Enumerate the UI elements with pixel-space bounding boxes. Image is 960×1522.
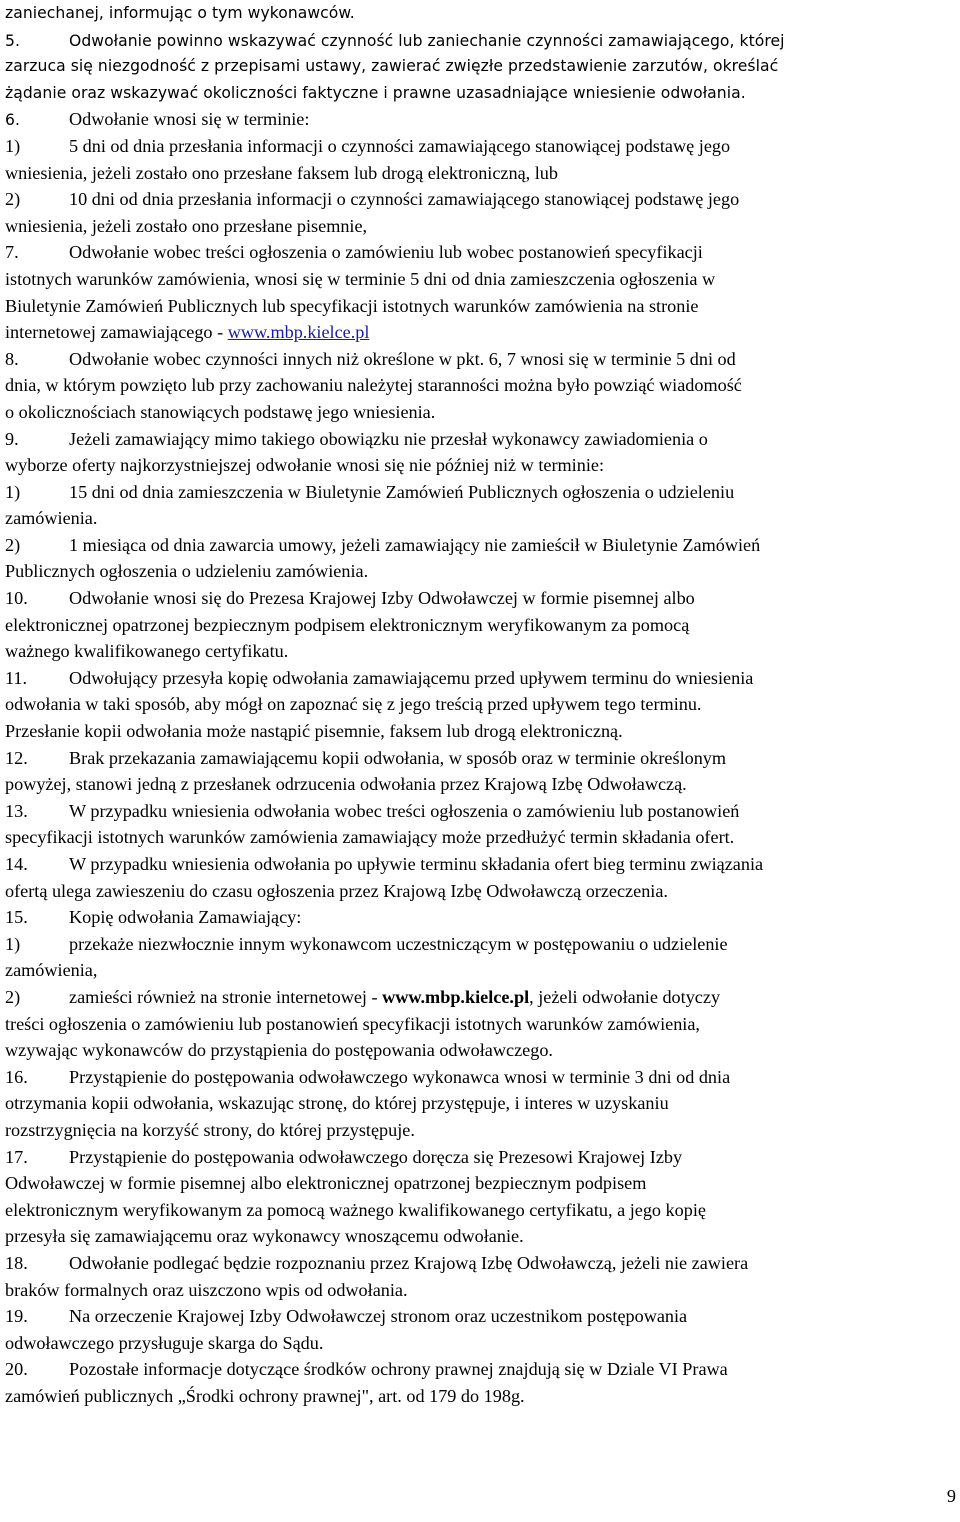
text-line: wzywając wykonawców do przystąpienia do postępowania odwoławczego. bbox=[5, 1040, 553, 1061]
item-number: 18. bbox=[5, 1252, 28, 1273]
item-text: 1 miesiąca od dnia zawarcia umowy, jeżeli zamawiający nie zamieścił w Biuletynie Zamówień bbox=[69, 534, 761, 555]
list-item-19 bbox=[5, 1303, 955, 1330]
text-line: istotnych warunków zamówienia, wnosi się w terminie 5 dni od dnia zamieszczenia ogłoszenia w bbox=[5, 268, 716, 289]
item-text: W przypadku wniesienia odwołania po upływie terminu składania ofert bieg terminu związania bbox=[69, 854, 764, 874]
item-text: Odwołanie wnosi się do Prezesa Krajowej Izby Odwoławczej w formie pisemnej albo bbox=[69, 588, 695, 609]
item-text: Odwołanie podlegać będzie rozpoznaniu przez Krajową Izbę Odwoławczą, jeżeli nie zawiera bbox=[69, 1252, 749, 1273]
item-number: 1) bbox=[5, 135, 21, 156]
text-line: braków formalnych oraz uiszczono wpis od odwołania. bbox=[5, 1279, 408, 1300]
item-number: 19. bbox=[5, 1306, 28, 1327]
item-text: Odwołanie powinno wskazywać czynność lub zaniechanie czynności zamawiającego, której bbox=[69, 31, 785, 50]
list-item-5 bbox=[5, 27, 955, 54]
item-number: 11. bbox=[5, 667, 28, 688]
item-text: Przystąpienie do postępowania odwoławczego wykonawca wnosi w terminie 3 dni od dnia bbox=[69, 1066, 731, 1087]
item-number: 17. bbox=[5, 1146, 28, 1167]
text-line: wniesienia, jeżeli zostało ono przesłane faksem lub drogą elektroniczną, lub bbox=[5, 162, 558, 183]
list-item-11 bbox=[5, 665, 955, 692]
list-item-14 bbox=[5, 851, 955, 878]
item-text: przekaże niezwłocznie innym wykonawcom uczestniczącym w postępowaniu o udzielenie bbox=[69, 933, 728, 954]
list-item-20 bbox=[5, 1356, 955, 1383]
text-line: specyfikacji istotnych warunków zamówienia zamawiający może przedłużyć termin składania ofert. bbox=[5, 827, 735, 848]
text-line: ważnego kwalifikowanego certyfikatu. bbox=[5, 641, 289, 662]
text-line: powyżej, stanowi jedną z przesłanek odrzucenia odwołania przez Krajową Izbę Odwoławczą. bbox=[5, 774, 687, 795]
item-text: Na orzeczenie Krajowej Izby Odwoławczej stronom oraz uczestnikom postępowania bbox=[69, 1306, 688, 1327]
item-text: Odwołanie wnosi się w terminie: bbox=[69, 109, 310, 130]
list-item-10 bbox=[5, 585, 955, 612]
website-address: www.mbp.kielce.pl bbox=[382, 986, 530, 1007]
text-line: Odwoławczej w formie pisemnej albo elektronicznej opatrzonej bezpiecznym podpisem bbox=[5, 1173, 647, 1194]
list-item-7 bbox=[5, 239, 955, 266]
item-number: 15. bbox=[5, 907, 28, 928]
item-text-continued: , jeżeli odwołanie dotyczy bbox=[529, 986, 721, 1007]
item-text: Przystąpienie do postępowania odwoławczego doręcza się Prezesowi Krajowej Izby bbox=[69, 1146, 683, 1167]
list-item-13 bbox=[5, 798, 955, 825]
item-number: 9. bbox=[5, 428, 19, 449]
sub-item-6-2 bbox=[5, 186, 955, 213]
text-line: dnia, w którym powzięto lub przy zachowaniu należytej staranności można było powziąć wiadomość bbox=[5, 375, 742, 396]
item-text: 10 dni od dnia przesłania informacji o czynności zamawiającego stanowiącej podstawę jego bbox=[69, 189, 740, 210]
text-line: treści ogłoszenia o zamówieniu lub postanowień specyfikacji istotnych warunków zamówienia, bbox=[5, 1013, 700, 1034]
text-line: zamówienia. bbox=[5, 508, 98, 529]
item-text: Odwołanie wobec czynności innych niż określone w pkt. 6, 7 wnosi się w terminie 5 dni od bbox=[69, 348, 736, 369]
list-item-16 bbox=[5, 1064, 955, 1091]
item-number: 20. bbox=[5, 1359, 28, 1380]
list-item-12 bbox=[5, 745, 955, 772]
text-line: wniesienia, jeżeli zostało ono przesłane pisemnie, bbox=[5, 215, 368, 236]
website-link[interactable]: www.mbp.kielce.pl bbox=[227, 322, 370, 343]
item-text: Odwołanie wobec treści ogłoszenia o zamówieniu lub wobec postanowień specyfikacji bbox=[69, 242, 703, 263]
text-line: elektronicznym weryfikowanym za pomocą ważnego kwalifikowanego certyfikatu, a jego kopię bbox=[5, 1199, 706, 1220]
text-line: Publicznych ogłoszenia o udzieleniu zamówienia. bbox=[5, 561, 369, 582]
text-line: ofertą ulega zawieszeniu do czasu ogłoszenia przez Krajową Izbę Odwoławczą orzeczenia. bbox=[5, 880, 668, 901]
sub-item-15-1 bbox=[5, 931, 955, 958]
sub-item-6-1 bbox=[5, 133, 955, 160]
list-item-9 bbox=[5, 426, 955, 453]
text-line: przesyła się zamawiającemu oraz wykonawcy wnoszącemu odwołanie. bbox=[5, 1226, 524, 1247]
item-number: 8. bbox=[5, 348, 19, 369]
list-item-17 bbox=[5, 1144, 955, 1171]
item-text: Pozostałe informacje dotyczące środków ochrony prawnej znajdują się w Dziale VI Prawa bbox=[69, 1359, 728, 1380]
item-number: 12. bbox=[5, 747, 28, 768]
sub-item-9-1 bbox=[5, 479, 955, 506]
text-line: odwoławczego przysługuje skarga do Sądu. bbox=[5, 1332, 324, 1353]
item-text: Brak przekazania zamawiającemu kopii odwołania, w sposób oraz w terminie określonym bbox=[69, 747, 727, 768]
list-item-15 bbox=[5, 904, 955, 931]
item-number: 2) bbox=[5, 534, 21, 555]
item-number: 10. bbox=[5, 588, 28, 609]
item-number: 2) bbox=[5, 986, 21, 1007]
item-text: zamieści również na stronie internetowej - bbox=[69, 986, 383, 1007]
item-number: 2) bbox=[5, 189, 21, 210]
text-line: otrzymania kopii odwołania, wskazując stronę, do której przystępuje, i interes w uzyskaniu bbox=[5, 1093, 669, 1114]
sub-item-15-2 bbox=[5, 984, 955, 1011]
text-line: zamówienia, bbox=[5, 960, 98, 981]
item-number: 14. bbox=[5, 854, 28, 874]
item-number: 6. bbox=[5, 111, 20, 130]
item-text: W przypadku wniesienia odwołania wobec treści ogłoszenia o zamówieniu lub postanowień bbox=[69, 800, 740, 821]
item-text: 5 dni od dnia przesłania informacji o czynności zamawiającego stanowiącej podstawę jego bbox=[69, 135, 731, 156]
item-number: 5. bbox=[5, 31, 20, 50]
sub-item-9-2 bbox=[5, 532, 955, 559]
item-text: Kopię odwołania Zamawiający: bbox=[69, 907, 302, 928]
item-number: 7. bbox=[5, 242, 19, 263]
item-number: 1) bbox=[5, 481, 21, 502]
text-line: zamówień publicznych „Środki ochrony prawnej", art. od 179 do 198g. bbox=[5, 1385, 525, 1406]
text-line: zarzuca się niezgodność z przepisami ustawy, zawierać zwięzłe przedstawienie zarzutów, określać bbox=[5, 57, 779, 76]
text-line-with-link bbox=[5, 319, 955, 346]
item-text: 15 dni od dnia zamieszczenia w Biuletynie Zamówień Publicznych ogłoszenia o udzieleniu bbox=[69, 481, 735, 502]
text-line: o okolicznościach stanowiących podstawę jego wniesienia. bbox=[5, 401, 436, 422]
item-number: 1) bbox=[5, 933, 21, 954]
list-item-6 bbox=[5, 106, 955, 133]
item-text: Odwołujący przesyła kopię odwołania zamawiającemu przed upływem terminu do wniesienia bbox=[69, 667, 754, 688]
text-line: zaniechanej, informując o tym wykonawców. bbox=[5, 4, 355, 22]
line-text: internetowej zamawiającego - bbox=[5, 322, 228, 343]
list-item-8 bbox=[5, 346, 955, 373]
text-line: elektronicznej opatrzonej bezpiecznym podpisem elektronicznym weryfikowanym za pomocą bbox=[5, 614, 690, 635]
item-text: Jeżeli zamawiający mimo takiego obowiązku nie przesłał wykonawcy zawiadomienia o bbox=[69, 428, 708, 449]
text-line: Biuletynie Zamówień Publicznych lub specyfikacji istotnych warunków zamówienia na stronie bbox=[5, 295, 699, 316]
text-line: rozstrzygnięcia na korzyść strony, do której przystępuje. bbox=[5, 1119, 415, 1140]
text-line: Przesłanie kopii odwołania może nastąpić pisemnie, faksem lub drogą elektroniczną. bbox=[5, 721, 623, 742]
item-number: 16. bbox=[5, 1066, 28, 1087]
item-number: 13. bbox=[5, 800, 28, 821]
page-number: 9 bbox=[946, 1486, 956, 1506]
text-line: odwołania w taki sposób, aby mógł on zapoznać się z jego treścią przed upływem tego terminu. bbox=[5, 694, 702, 715]
text-line: wyborze oferty najkorzystniejszej odwołanie wnosi się nie później niż w terminie: bbox=[5, 455, 604, 476]
list-item-18 bbox=[5, 1250, 955, 1277]
text-line: żądanie oraz wskazywać okoliczności faktyczne i prawne uzasadniające wniesienie odwołania. bbox=[5, 83, 746, 102]
document-body bbox=[5, 0, 955, 1409]
